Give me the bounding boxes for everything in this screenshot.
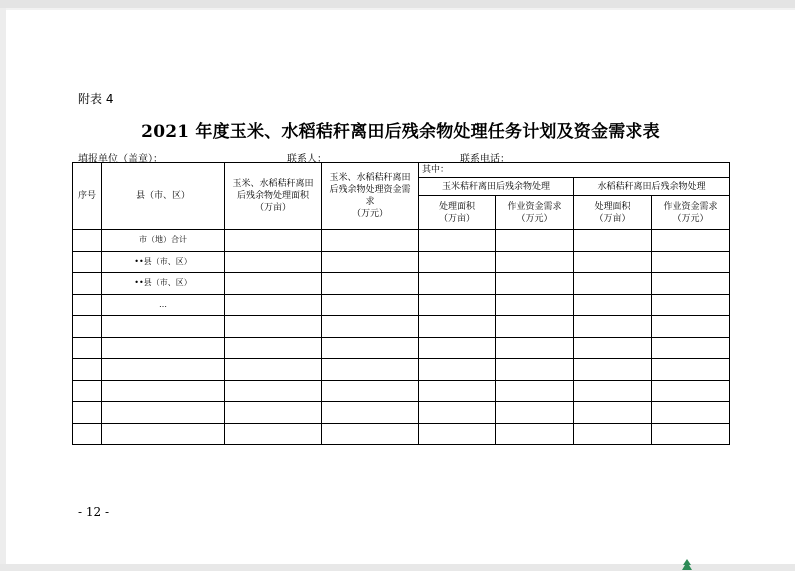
- cell-value: [496, 273, 574, 295]
- cell-value: [652, 359, 730, 381]
- cell-seq: [73, 316, 102, 338]
- cell-value: [225, 273, 322, 295]
- app-tray-icon[interactable]: [680, 559, 694, 571]
- header-total-area-line3: （万亩）: [254, 203, 291, 213]
- cell-seq: [73, 273, 102, 295]
- cell-value: [225, 359, 322, 381]
- header-corn-group: 玉米秸秆离田后残余物处理: [419, 178, 574, 196]
- contact-phone-label: 联系电话：: [460, 154, 510, 165]
- cell-county: ••县（市、区）: [102, 251, 225, 273]
- cell-seq: [73, 294, 102, 316]
- cell-value: [496, 230, 574, 252]
- header-corn-area: [419, 196, 496, 230]
- cell-value: [419, 380, 496, 402]
- attachment-label: 附表 4: [78, 92, 114, 106]
- table-row: [73, 402, 730, 424]
- header-total-fund-line4: （万元）: [351, 209, 388, 219]
- table-row: [73, 423, 730, 445]
- header-seq: 序号: [73, 163, 102, 230]
- cell-value: [322, 230, 419, 252]
- cell-value: [225, 402, 322, 424]
- table-row: [73, 337, 730, 359]
- cell-value: [225, 230, 322, 252]
- table-row: [73, 380, 730, 402]
- cell-value: [419, 251, 496, 273]
- cell-value: [496, 337, 574, 359]
- cell-value: [574, 380, 652, 402]
- cell-value: [419, 402, 496, 424]
- cell-value: [322, 380, 419, 402]
- cell-county: [102, 316, 225, 338]
- cell-value: [496, 380, 574, 402]
- cell-value: [419, 230, 496, 252]
- table-body: [73, 230, 730, 445]
- cell-value: [574, 273, 652, 295]
- table-row: [73, 230, 730, 252]
- header-total-fund: [322, 163, 419, 230]
- cell-seq: [73, 359, 102, 381]
- task-plan-table: [72, 162, 730, 445]
- cell-value: [574, 294, 652, 316]
- table-row: [73, 359, 730, 381]
- header-rice-area-line2: （万亩）: [594, 213, 631, 224]
- cell-county: [102, 402, 225, 424]
- cell-value: [225, 251, 322, 273]
- cell-value: [322, 337, 419, 359]
- table-row: [73, 316, 730, 338]
- cell-value: [419, 294, 496, 316]
- cell-value: [225, 380, 322, 402]
- cell-value: [225, 423, 322, 445]
- header-rice-fund-line1: 作业资金需求: [663, 201, 718, 212]
- cell-value: [574, 359, 652, 381]
- header-total-fund-line2: 后残余物处理资金需: [329, 185, 411, 195]
- header-corn-fund: [496, 196, 574, 230]
- cell-value: [652, 380, 730, 402]
- viewer-bottom-bar: [0, 564, 795, 571]
- header-rice-area: [574, 196, 652, 230]
- cell-value: [322, 251, 419, 273]
- cell-seq: [73, 230, 102, 252]
- cell-seq: [73, 380, 102, 402]
- cell-value: [652, 230, 730, 252]
- cell-value: [419, 316, 496, 338]
- cell-value: [496, 251, 574, 273]
- header-total-area-line2: 后残余物处理面积: [236, 191, 309, 201]
- contact-person-label: 联系人：: [287, 154, 327, 165]
- header-of-which: 其中：: [419, 163, 730, 178]
- cell-value: [419, 423, 496, 445]
- cell-value: [652, 402, 730, 424]
- cell-value: [419, 359, 496, 381]
- cell-value: [322, 316, 419, 338]
- cell-value: [322, 359, 419, 381]
- header-rice-fund-line2: （万元）: [672, 213, 709, 224]
- viewer-top-bar: [0, 0, 795, 8]
- cell-value: [652, 273, 730, 295]
- cell-value: [322, 423, 419, 445]
- header-corn-fund-line1: 作业资金需求: [507, 201, 562, 212]
- cell-seq: [73, 337, 102, 359]
- header-total-fund-line1: 玉米、水稻秸秆离田: [329, 173, 411, 183]
- cell-seq: [73, 423, 102, 445]
- cell-value: [652, 316, 730, 338]
- cell-value: [652, 337, 730, 359]
- viewer-left-edge: [0, 8, 6, 571]
- cell-value: [496, 402, 574, 424]
- cell-value: [574, 337, 652, 359]
- cell-value: [225, 294, 322, 316]
- cell-value: [652, 294, 730, 316]
- cell-county: [102, 359, 225, 381]
- cell-value: [652, 251, 730, 273]
- table-row: [73, 273, 730, 295]
- viewer-top-shadow: [0, 8, 795, 10]
- header-rice-fund: [652, 196, 730, 230]
- cell-value: [574, 316, 652, 338]
- cell-value: [652, 423, 730, 445]
- cell-county: [102, 337, 225, 359]
- table-row: [73, 251, 730, 273]
- cell-county: [102, 423, 225, 445]
- cell-value: [322, 402, 419, 424]
- header-corn-area-line1: 处理面积: [438, 201, 475, 212]
- header-total-area-line1: 玉米、水稻秸秆离田: [232, 179, 314, 189]
- cell-value: [574, 230, 652, 252]
- cell-value: [574, 251, 652, 273]
- header-total-area: [225, 163, 322, 230]
- cell-county: 市（地）合计: [102, 230, 225, 252]
- page-number: - 12 -: [78, 505, 110, 519]
- cell-value: [419, 337, 496, 359]
- cell-seq: [73, 251, 102, 273]
- cell-county: …: [102, 294, 225, 316]
- document-title: 2021 年度玉米、水稻秸秆离田后残余物处理任务计划及资金需求表: [141, 122, 660, 142]
- cell-value: [419, 273, 496, 295]
- cell-value: [225, 337, 322, 359]
- header-total-fund-line3: 求: [365, 197, 375, 207]
- cell-county: [102, 380, 225, 402]
- filler-unit-label: 填报单位（盖章）：: [78, 154, 163, 165]
- table-row: [73, 294, 730, 316]
- header-corn-area-line2: （万亩）: [438, 213, 475, 224]
- cell-value: [574, 402, 652, 424]
- cell-value: [322, 273, 419, 295]
- cell-value: [496, 423, 574, 445]
- header-rice-area-line1: 处理面积: [594, 201, 631, 212]
- cell-value: [496, 359, 574, 381]
- header-county: 县（市、区）: [102, 163, 225, 230]
- cell-seq: [73, 402, 102, 424]
- cell-value: [496, 316, 574, 338]
- cell-county: ••县（市、区）: [102, 273, 225, 295]
- header-rice-group: 水稻秸秆离田后残余物处理: [574, 178, 730, 196]
- cell-value: [574, 423, 652, 445]
- header-corn-fund-line2: （万元）: [516, 213, 553, 224]
- cell-value: [496, 294, 574, 316]
- cell-value: [322, 294, 419, 316]
- cell-value: [225, 316, 322, 338]
